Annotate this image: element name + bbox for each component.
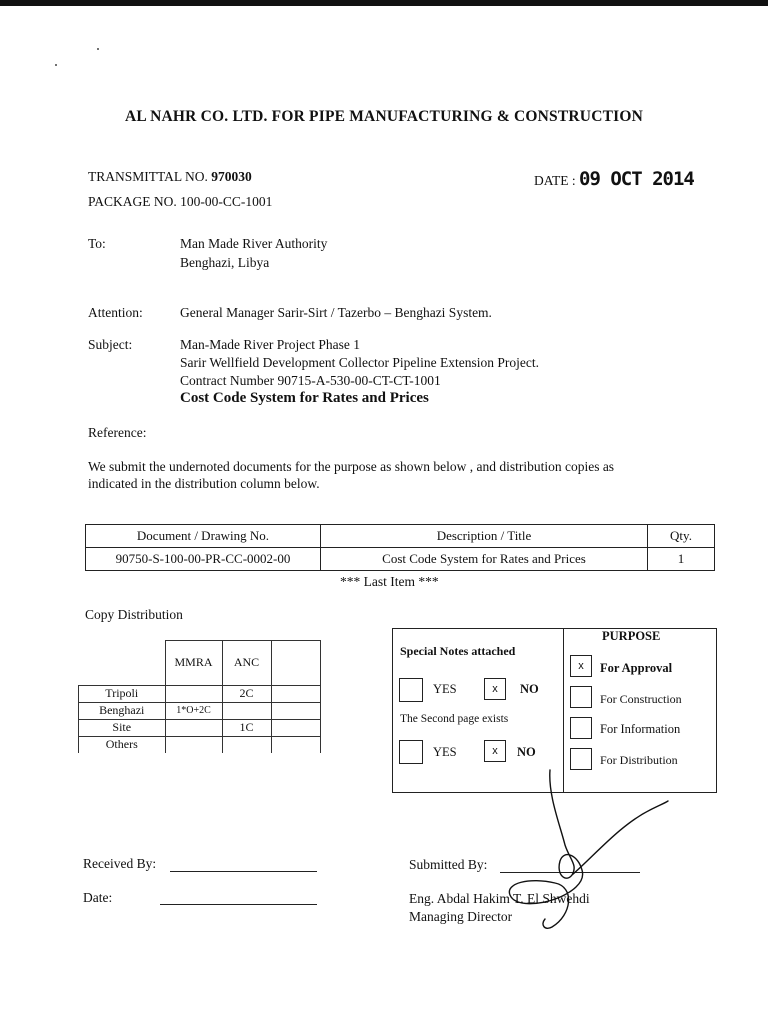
for-distribution-label: For Distribution bbox=[600, 753, 678, 767]
date-label: DATE : bbox=[534, 173, 576, 188]
intro-line-1: We submit the undernoted documents for the purpose as shown below , and distribution copies as bbox=[88, 459, 615, 474]
distribution-header-extra bbox=[271, 641, 320, 686]
subject-line-3: Contract Number 90715-A-530-00-CT-CT-1001 bbox=[180, 373, 441, 388]
package-label: PACKAGE NO. bbox=[88, 194, 177, 209]
scan-edge bbox=[0, 0, 768, 6]
received-date-line[interactable] bbox=[160, 904, 317, 905]
scan-speck bbox=[55, 64, 57, 66]
attention-value: General Manager Sarir-Sirt / Tazerbo – Benghazi System. bbox=[180, 305, 492, 320]
distribution-row bbox=[79, 702, 321, 719]
transmittal-row bbox=[88, 169, 252, 185]
second-page-label: The Second page exists bbox=[400, 713, 509, 725]
document-table bbox=[85, 524, 715, 571]
for-construction-label: For Construction bbox=[600, 692, 682, 706]
special-notes-label: Special Notes attached bbox=[400, 644, 516, 658]
package-number: 100-00-CC-1001 bbox=[180, 194, 273, 209]
distribution-mmra-cell: 1*O+2C bbox=[165, 702, 222, 719]
signature-stroke bbox=[509, 770, 668, 928]
received-by-label: Received By: bbox=[83, 856, 157, 871]
distribution-location: Site bbox=[79, 719, 166, 736]
distribution-location: Others bbox=[79, 736, 166, 753]
attention-label: Attention: bbox=[88, 305, 143, 320]
second-page-no-label: NO bbox=[517, 745, 536, 759]
distribution-mmra-cell bbox=[165, 685, 222, 702]
received-date-label: Date: bbox=[83, 890, 113, 905]
scan-speck bbox=[97, 48, 99, 50]
for-approval-label: For Approval bbox=[600, 661, 673, 675]
header-qty: Qty. bbox=[648, 525, 715, 548]
distribution-mmra-cell bbox=[165, 719, 222, 736]
subject-line-2: Sarir Wellfield Development Collector Pipeline Extension Project. bbox=[180, 355, 539, 370]
second-page-no-checkbox[interactable]: x bbox=[484, 740, 506, 762]
for-approval-checkbox[interactable]: x bbox=[570, 655, 592, 677]
received-by-line[interactable] bbox=[170, 871, 317, 872]
last-item-note: *** Last Item *** bbox=[340, 574, 439, 589]
subject-line-1: Man-Made River Project Phase 1 bbox=[180, 337, 360, 352]
header-document-no: Document / Drawing No. bbox=[86, 525, 321, 548]
special-notes-yes-checkbox[interactable] bbox=[399, 678, 423, 702]
to-line-1: Man Made River Authority bbox=[180, 236, 328, 251]
special-notes-no-label: NO bbox=[520, 682, 539, 696]
transmittal-label: TRANSMITTAL NO. bbox=[88, 169, 208, 184]
distribution-row bbox=[79, 685, 321, 702]
to-label: To: bbox=[88, 236, 106, 251]
transmittal-number: 970030 bbox=[211, 169, 252, 184]
company-title: AL NAHR CO. LTD. FOR PIPE MANUFACTURING & CONSTRUCTION bbox=[124, 108, 644, 125]
special-notes-yes-label: YES bbox=[433, 682, 457, 696]
header-description: Description / Title bbox=[321, 525, 648, 548]
distribution-row bbox=[79, 719, 321, 736]
submitter-title: Managing Director bbox=[409, 909, 513, 924]
distribution-location: Benghazi bbox=[79, 702, 166, 719]
submitted-by-label: Submitted By: bbox=[409, 857, 488, 872]
distribution-table bbox=[78, 640, 321, 753]
distribution-extra-cell bbox=[271, 719, 320, 736]
distribution-anc-cell bbox=[222, 736, 271, 753]
table-header-row bbox=[86, 525, 715, 548]
document-number-cell: 90750-S-100-00-PR-CC-0002-00 bbox=[86, 548, 321, 571]
distribution-anc-cell bbox=[222, 702, 271, 719]
description-cell: Cost Code System for Rates and Prices bbox=[321, 548, 648, 571]
for-construction-checkbox[interactable] bbox=[570, 686, 592, 708]
table-row bbox=[86, 548, 715, 571]
purpose-title: PURPOSE bbox=[602, 629, 661, 643]
special-notes-no-checkbox[interactable]: x bbox=[484, 678, 506, 700]
date-row bbox=[534, 168, 694, 190]
for-information-label: For Information bbox=[600, 722, 681, 736]
distribution-header-mmra: MMRA bbox=[165, 641, 222, 686]
date-stamp: 09 OCT 2014 bbox=[579, 168, 694, 190]
reference-label: Reference: bbox=[88, 425, 147, 440]
signature bbox=[500, 765, 670, 935]
subject-title: Cost Code System for Rates and Prices bbox=[180, 390, 429, 406]
package-row bbox=[88, 194, 272, 210]
distribution-header-anc: ANC bbox=[222, 641, 271, 686]
distribution-extra-cell bbox=[271, 736, 320, 753]
distribution-header-row bbox=[79, 641, 321, 686]
distribution-extra-cell bbox=[271, 685, 320, 702]
distribution-location: Tripoli bbox=[79, 685, 166, 702]
distribution-anc-cell: 2C bbox=[222, 685, 271, 702]
distribution-extra-cell bbox=[271, 702, 320, 719]
for-information-checkbox[interactable] bbox=[570, 717, 592, 739]
copy-distribution-title: Copy Distribution bbox=[85, 607, 183, 622]
second-page-yes-checkbox[interactable] bbox=[399, 740, 423, 764]
second-page-yes-label: YES bbox=[433, 745, 457, 759]
to-line-2: Benghazi, Libya bbox=[180, 255, 270, 270]
qty-cell: 1 bbox=[648, 548, 715, 571]
distribution-mmra-cell bbox=[165, 736, 222, 753]
distribution-row bbox=[79, 736, 321, 753]
distribution-corner bbox=[79, 641, 166, 686]
submitter-name: Eng. Abdal Hakim T. El Shwehdi bbox=[409, 891, 590, 906]
intro-line-2: indicated in the distribution column below. bbox=[88, 476, 320, 491]
distribution-anc-cell: 1C bbox=[222, 719, 271, 736]
subject-label: Subject: bbox=[88, 337, 133, 352]
